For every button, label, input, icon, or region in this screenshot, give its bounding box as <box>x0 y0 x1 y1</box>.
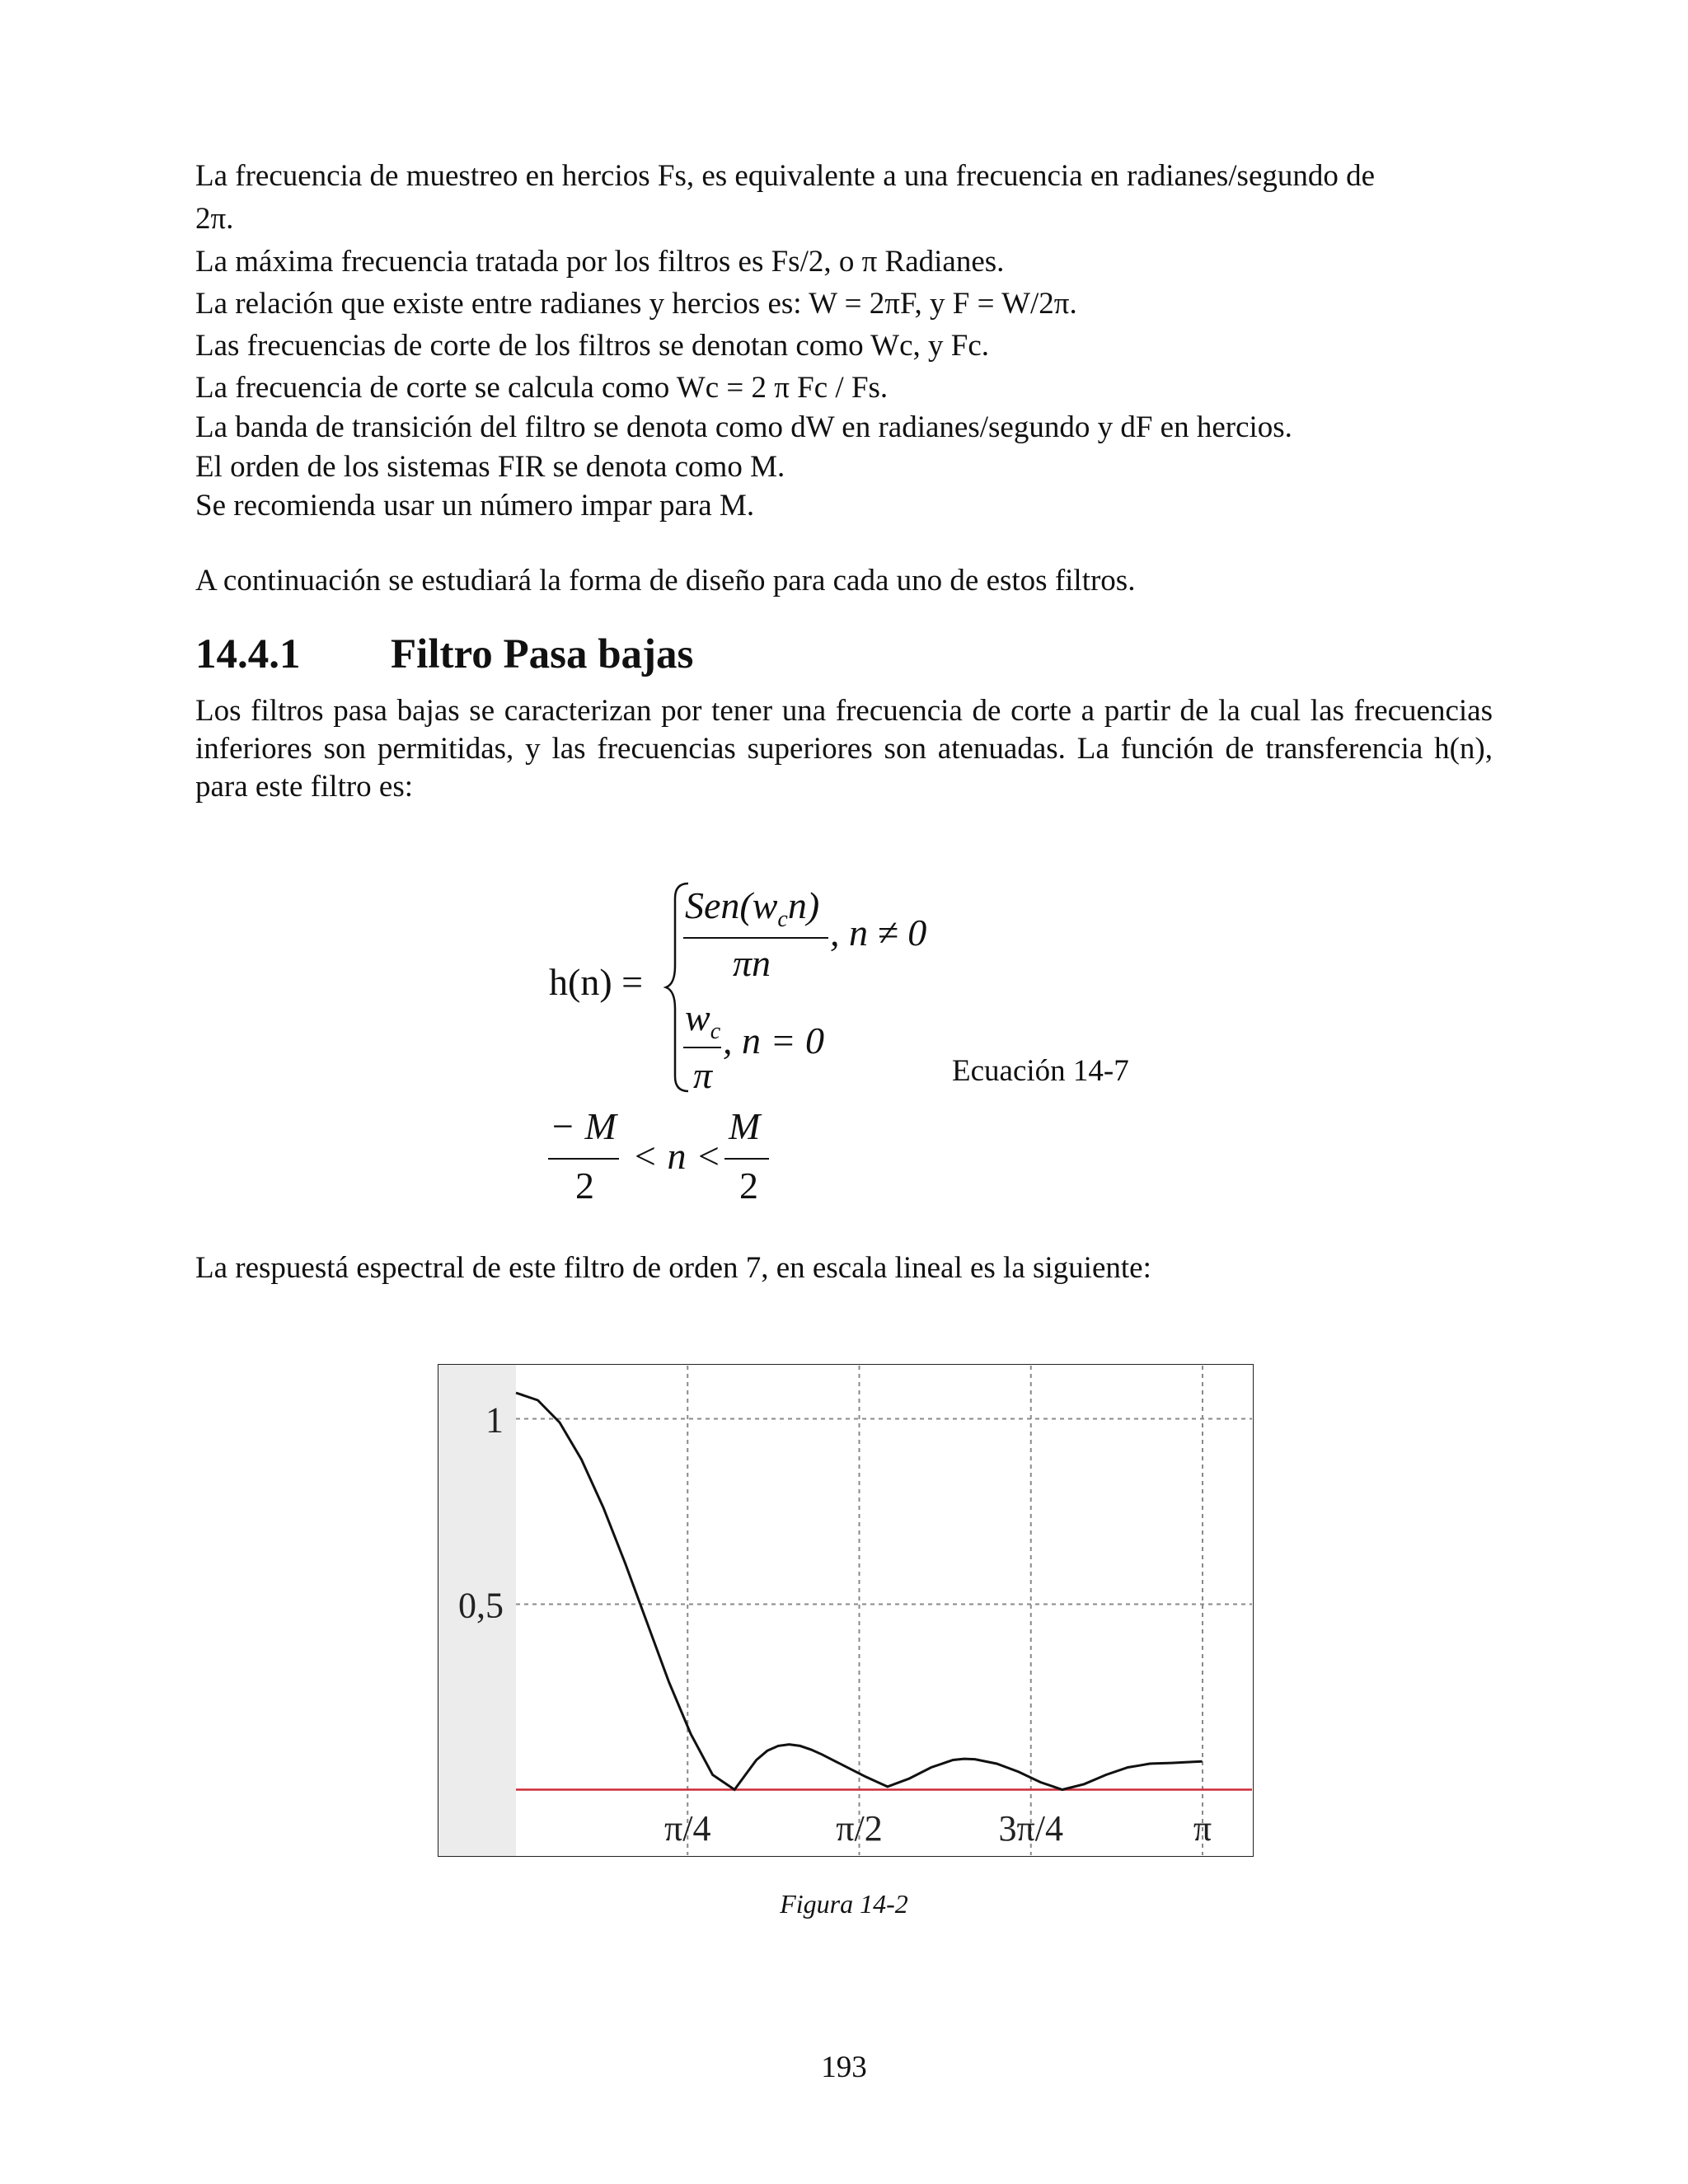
x-tick-label: π/4 <box>664 1808 711 1849</box>
y-tick-label: 1 <box>485 1399 504 1441</box>
page-number: 193 <box>821 2050 867 2084</box>
case1-denominator: πn <box>733 942 771 984</box>
chart-intro-text: La respuestá espectral de este filtro de orden 7, en escala lineal es la siguiente: <box>195 1251 1151 1285</box>
case2-condition: , n = 0 <box>723 1019 825 1062</box>
chart-frame <box>438 1364 1254 1857</box>
text-line: A continuación se estudiará la forma de diseño para cada uno de estos filtros. <box>195 564 1136 598</box>
fraction-bar <box>683 1047 721 1048</box>
range-middle: < n < <box>632 1135 722 1177</box>
text-line: La relación que existe entre radianes y hercios es: W = 2πF, y F = W/2π. <box>195 287 1077 321</box>
frequency-response-chart <box>438 1364 1254 1857</box>
case1-numerator: $Sen(w_cn)$ <box>685 884 820 933</box>
text-line: El orden de los sistemas FIR se denota como M. <box>195 450 785 484</box>
equation-lhs: h(n) = <box>549 961 644 1003</box>
y-tick-label: 0,5 <box>458 1585 504 1626</box>
case2-denominator: π <box>693 1054 713 1096</box>
fraction-bar <box>724 1158 769 1160</box>
x-tick-label: π <box>1193 1808 1212 1849</box>
text-line: Se recomienda usar un número impar para M. <box>195 489 755 523</box>
section-number: 14.4.1 <box>195 631 301 677</box>
range-right-numerator: M <box>729 1105 761 1147</box>
text-line: 2π. <box>195 202 234 236</box>
fraction-bar <box>548 1158 619 1160</box>
text-line: La banda de transición del filtro se denota como dW en radianes/segundo y dF en hercios. <box>195 410 1292 444</box>
range-right-denominator: 2 <box>739 1165 758 1207</box>
x-tick-label: 3π/4 <box>998 1808 1063 1849</box>
fraction-bar <box>683 937 828 939</box>
section-heading <box>195 630 693 678</box>
text-line: La máxima frecuencia tratada por los filtros es Fs/2, o π Radianes. <box>195 245 1005 279</box>
case1-condition: , n ≠ 0 <box>830 912 927 954</box>
range-left-numerator: − M <box>550 1105 617 1147</box>
range-left-denominator: 2 <box>575 1165 594 1207</box>
section-title: Filtro Pasa bajas <box>391 631 694 677</box>
section-paragraph: Los filtros pasa bajas se caracterizan por tener una frecuencia de corte a partir de la cual las frecuencias inferiores son permitidas, y las frecuencias superiores son atenuadas. La función de transferencia h(n), para este filtro es: <box>195 694 1493 804</box>
figure-caption: Figura 14-2 <box>780 1889 908 1919</box>
equation-label: Ecuación 14-7 <box>952 1054 1129 1088</box>
text-line: Las frecuencias de corte de los filtros se denotan como Wc, y Fc. <box>195 329 990 363</box>
x-tick-label: π/2 <box>836 1808 883 1849</box>
case2-numerator: $w_c$ <box>685 996 721 1045</box>
text-line: La frecuencia de muestreo en hercios Fs, es equivalente a una frecuencia en radianes/segundo de <box>195 159 1376 193</box>
text-line: La frecuencia de corte se calcula como Wc = 2 π Fc / Fs. <box>195 371 889 405</box>
